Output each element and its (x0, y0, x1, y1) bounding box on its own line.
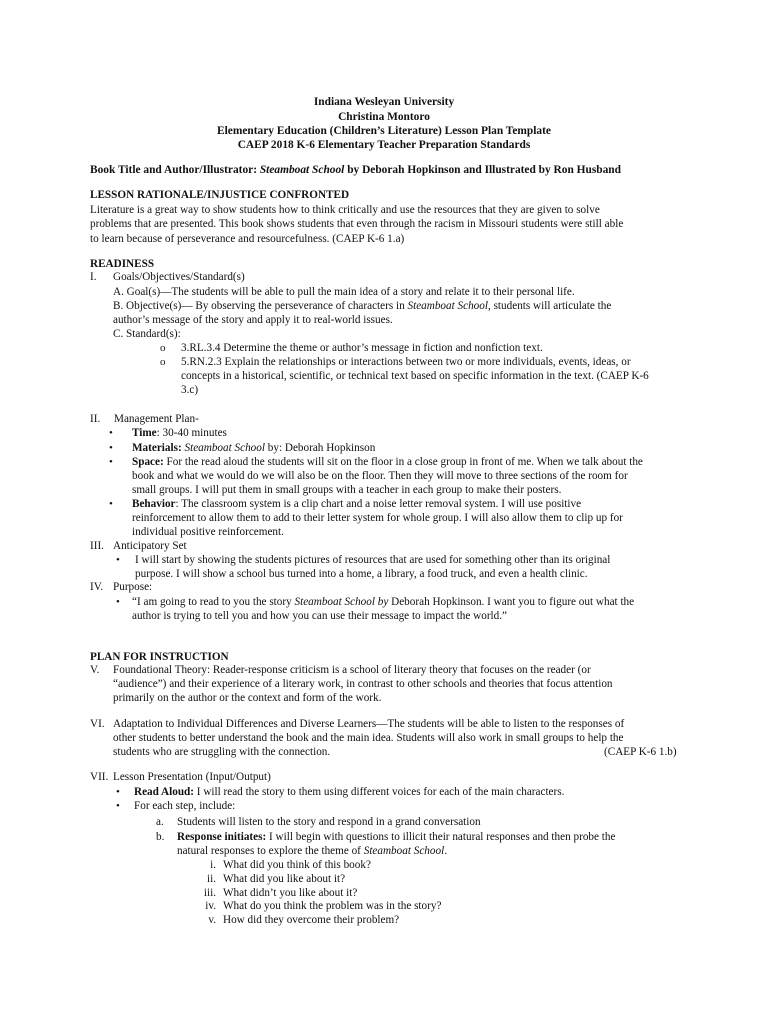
behavior-line: reinforcement to allow them to add to their letter system for whole group. I will also allow them to clip up for (132, 512, 623, 524)
purpose-line: author is trying to tell you and how you can use their message to impact the world.” (132, 610, 508, 622)
space-text: For the read aloud the students will sit on the floor in a close group in front of me. When we talk about the (163, 456, 643, 468)
section-number: IV. (90, 581, 104, 593)
bullet-icon: • (109, 442, 113, 454)
purpose-book-title: Steamboat School by (294, 596, 389, 608)
book-credits: by Deborah Hopkinson and Illustrated by Ron Husband (344, 164, 621, 176)
read-aloud-line (134, 785, 564, 800)
standards-label: C. Standard(s): (113, 328, 181, 340)
materials-book-title: Steamboat School (184, 442, 265, 454)
bullet-icon: • (109, 427, 113, 439)
section-number: V. (90, 664, 100, 676)
bullet-icon: • (116, 800, 120, 812)
readiness-heading: READINESS (90, 258, 155, 270)
time-label: Time (132, 427, 157, 439)
theme-book-title: Steamboat School (363, 845, 445, 857)
behavior-line: individual positive reinforcement. (132, 526, 284, 538)
presentation-title: Lesson Presentation (Input/Output) (113, 771, 271, 783)
university-name: Indiana Wesleyan University (313, 96, 455, 108)
book-title: Steamboat School (259, 164, 345, 176)
materials-author: by: Deborah Hopkinson (264, 442, 376, 454)
objective-text: B. Objective(s)— By observing the perseverance of characters in (113, 300, 408, 312)
materials-label: Materials: (132, 442, 185, 454)
section-number: II. (90, 413, 101, 425)
question-text: What did you think of this book? (223, 859, 371, 871)
caep-reference: (CAEP K-6 1.b) (604, 746, 677, 758)
question-text: How did they overcome their problem? (223, 914, 400, 926)
anticipatory-line: purpose. I will show a school bus turned into a home, a library, a food truck, and even a health clinic. (135, 568, 588, 580)
standard-line: 3.c) (181, 384, 199, 396)
time-line (132, 426, 227, 441)
question-number: iii. (203, 887, 216, 899)
step-letter: a. (156, 816, 164, 828)
behavior-label: Behavior (132, 498, 176, 510)
theory-line: primarily on the author or the context and form of the work. (113, 692, 382, 704)
theme-text: natural responses to explore the theme of (177, 845, 364, 857)
question-number: ii. (206, 873, 216, 885)
question-number: v. (208, 914, 216, 926)
read-aloud-label: Read Aloud: (134, 786, 194, 798)
purpose-quote-end: Deborah Hopkinson. I want you to figure out what the (388, 596, 635, 608)
bullet-icon: • (116, 554, 120, 566)
theory-line: Foundational Theory: Reader-response criticism is a school of literary theory that focuses on the reader (or (113, 664, 591, 676)
step-letter: b. (156, 831, 165, 843)
question-number: i. (210, 859, 216, 871)
step-b-line (177, 830, 615, 845)
question-text: What didn’t you like about it? (223, 887, 358, 899)
purpose-title: Purpose: (113, 581, 153, 593)
response-initiates-text: I will begin with questions to illicit their natural responses and then probe the (266, 831, 616, 843)
question-text: What did you like about it? (223, 873, 346, 885)
circle-bullet-icon: o (160, 356, 166, 368)
section-number: VI. (90, 718, 105, 730)
goal-line: A. Goal(s)—The students will be able to pull the main idea of a story and relate it to their personal life. (113, 286, 575, 298)
each-step-line: For each step, include: (134, 800, 236, 812)
bullet-icon: • (116, 596, 120, 608)
book-title-line (90, 163, 621, 178)
theme-period: . (444, 845, 447, 857)
rationale-text-line: to learn because of perseverance and resourcefulness. (CAEP K-6 1.a) (90, 233, 405, 245)
rationale-text-line: Literature is a great way to show students how to think critically and use the resources that they are given to solve (90, 204, 600, 216)
circle-bullet-icon: o (160, 342, 166, 354)
standards-title: CAEP 2018 K-6 Elementary Teacher Preparation Standards (237, 139, 531, 151)
step-a-text: Students will listen to the story and respond in a grand conversation (177, 816, 481, 828)
rationale-text-line: problems that are presented. This book shows students that even through the racism in Missouri students were still able (90, 218, 624, 230)
purpose-line (132, 595, 634, 610)
objective-book-title: Steamboat School (407, 300, 488, 312)
behavior-line (132, 497, 581, 512)
book-label: Book Title and Author/Illustrator: (90, 164, 260, 176)
behavior-text: : The classroom system is a clip chart and a noise letter removal system. I will use positive (175, 498, 582, 510)
template-title: Elementary Education (Children’s Literature) Lesson Plan Template (217, 125, 551, 137)
question-text: What do you think the problem was in the story? (223, 900, 442, 912)
section-number: III. (90, 540, 104, 552)
materials-line (132, 441, 375, 456)
anticipatory-title: Anticipatory Set (113, 540, 187, 552)
adaptation-line: other students to better understand the book and the main idea. Students will also work in small groups to help the (113, 732, 624, 744)
objective-text-end: , students will articulate the (487, 300, 612, 312)
adaptation-line: students who are struggling with the connection. (113, 746, 331, 758)
time-value: : 30-40 minutes (156, 427, 227, 439)
rationale-heading: LESSON RATIONALE/INJUSTICE CONFRONTED (90, 189, 350, 201)
theory-line: “audience”) and their experience of a literary work, in contrast to other schools and theories that focus attention (113, 678, 613, 690)
standard-line: 3.RL.3.4 Determine the theme or author’s message in fiction and nonfiction text. (181, 342, 543, 354)
bullet-icon: • (109, 498, 113, 510)
step-b-line (177, 844, 447, 859)
objective-line (113, 299, 611, 314)
objective-line: author’s message of the story and apply it to real-world issues. (113, 314, 393, 326)
section-number: VII. (90, 771, 109, 783)
space-label: Space: (132, 456, 164, 468)
adaptation-line: Adaptation to Individual Differences and Diverse Learners—The students will be able to listen to the responses of (113, 718, 625, 730)
read-aloud-text: I will read the story to them using different voices for each of the main characters. (194, 786, 565, 798)
purpose-quote-start: “I am going to read to you the story (132, 596, 295, 608)
anticipatory-line: I will start by showing the students pictures of resources that are used for something other than its original (135, 554, 611, 566)
plan-heading: PLAN FOR INSTRUCTION (90, 651, 229, 663)
bullet-icon: • (109, 456, 113, 468)
goals-title: Goals/Objectives/Standard(s) (113, 271, 245, 283)
management-title: Management Plan- (114, 413, 199, 425)
author-name: Christina Montoro (338, 111, 430, 123)
standard-line: 5.RN.2.3 Explain the relationships or interactions between two or more individuals, events, ideas, or (181, 356, 631, 368)
section-number: I. (90, 271, 97, 283)
space-line (132, 455, 643, 470)
space-line: small groups. I will put them in small groups with a teacher in each group to make their posters. (132, 484, 562, 496)
bullet-icon: • (116, 786, 120, 798)
standard-line: concepts in a historical, scientific, or technical text based on specific information in the text. (CAEP K-6 (181, 370, 649, 382)
question-number: iv. (205, 900, 216, 912)
response-initiates-label: Response initiates: (177, 831, 267, 843)
space-line: book and what we would do we will also be on the floor. Then they will move to three sections of the room for (132, 470, 628, 482)
